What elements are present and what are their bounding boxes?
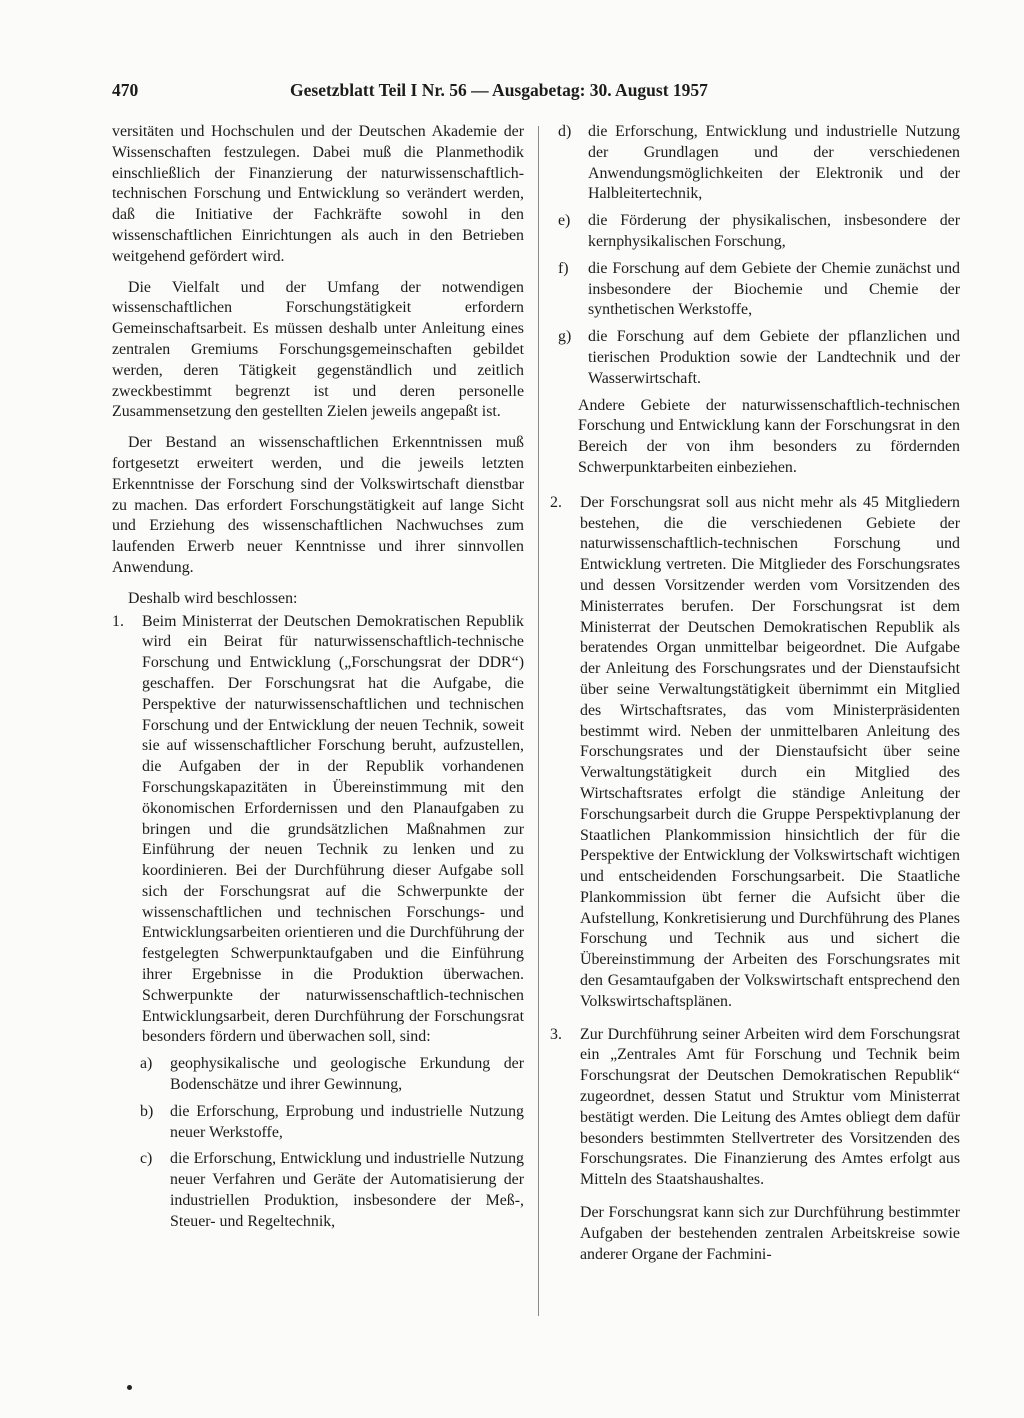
sub-item-b	[140, 1102, 524, 1144]
paragraph: Der Forschungsrat kann sich zur Durchführung bestimmter Aufgaben der bestehenden zentralen Arbeitskreise sowie anderer Organe der Fachmini-	[580, 1204, 960, 1263]
sub-item-text: die Erforschung, Entwicklung und industrielle Nutzung der Grundlagen und der verschiedenen Anwendungsmöglichkeiten der Elektronik und der Halbleitertechnik,	[588, 123, 960, 203]
sub-item-text: geophysikalische und geologische Erkundung der Bodenschätze und ihrer Gewinnung,	[170, 1055, 524, 1094]
paragraph: Deshalb wird beschlossen:	[128, 589, 298, 607]
sub-item-label: a)	[140, 1055, 153, 1073]
item-number: 1.	[112, 612, 124, 630]
sub-item-f	[558, 259, 960, 321]
item-text: Der Forschungsrat soll aus nicht mehr als 45 Mitgliedern bestehen, die die verschiedenen Gebiete der naturwissenschaftlich-technischen Forschung und Entwicklung vertreten. Die Mitglieder des Forschungsrates und dessen Vorsitzender werden vom Vorsitzenden des Ministerrates berufen. Der Forschungsrat ist dem Ministerrat der Deutschen Demokratischen Republik als beratendes Organ unmittelbar beigeordnet. Die Aufgabe der Anleitung des Forschungsrates und der Dienstaufsicht über seine Verwaltungstätigkeit übernimmt ein Mitglied des Wirtschaftsrates, das vom Ministerpräsidenten bestimmt wird. Neben der unmittelbaren Anleitung des Forschungsrates und der Dienstaufsicht über seine Verwaltungstätigkeit durch ein Mitglied des Wirtschaftsrates erfolgt die ständige Anleitung der Forschungsarbeit durch die Gruppe Perspektivplanung der Staatlichen Plankommission hinsichtlich der für die Perspektive der Entwicklung der Volkswirtschaft wichtigen und entscheidenden Forschungsarbeit. Die Staatliche Plankommission übt ferner die Aufsicht über die Aufstellung, Konkretisierung und Durchführung des Planes Forschung und Technik aus und sichert die Übereinstimmung der Arbeiten des Forschungsrates mit den Gesamtaufgaben der Volkswirtschaft entsprechend den Volkswirtschaftsplänen.	[580, 493, 960, 1010]
running-head: Gesetzblatt Teil I Nr. 56 — Ausgabetag: 30. August 1957	[290, 80, 708, 100]
sub-item-text: die Förderung der physikalischen, insbesondere der kernphysikalischen Forschung,	[588, 212, 960, 250]
paragraph: Die Vielfalt und der Umfang der notwendigen wissenschaftlichen Forschungstätigkeit erfordern Gemeinschaftsarbeit. Es müssen deshalb unter Anleitung eines zentralen Gremiums Forschungsgemeinschaften gebildet werden, deren Tätigkeit gegenständlich und zeitlich zweckbestimmt begrenzt ist und deren personelle Zusammensetzung den gestellten Zielen jeweils angepaßt ist.	[112, 278, 524, 421]
sub-item-g	[558, 327, 960, 389]
item-text: Beim Ministerrat der Deutschen Demokratischen Republik wird ein Beirat für naturwissenschaftlich-technische Forschung und Entwicklung („Forschungsrat der DDR“) geschaffen. Der Forschungsrat hat die Aufgabe, die Perspektive der naturwissenschaftlichen und technischen Forschung und der Entwicklung der neuen Technik, soweit sie auf wissenschaftlicher Forschung beruht, aufzustellen, die Aufgaben der in der Republik vorhandenen Forschungskapazitäten in Übereinstimmung mit den ökonomischen Erfordernissen und den Planaufgaben zu bringen und die grundsätzlichen Maßnahmen zur Einführung der neuen Technik zu lenken und zu koordinieren. Bei der Durchführung dieser Aufgabe soll sich der Forschungsrat auf die Schwerpunkte der wissenschaftlichen und technischen Forschungs- und Entwicklungsarbeiten orientieren und die Durchführung der festgelegten Schwerpunktaufgaben und die Einführung ihrer Ergebnisse in die Produktion überwachen. Schwerpunkte der naturwissenschaftlich-technischen Entwicklungsarbeit, deren Durchführung der Forschungsrat besonders fördern und überwachen soll, sind:	[142, 612, 524, 1046]
sub-item-d	[558, 122, 960, 205]
column-divider	[538, 126, 539, 1316]
sub-item-text: die Erforschung, Entwicklung und industrielle Nutzung neuer Verfahren und Geräte der Automatisierung der industriellen Produktion, insbesondere der Meß-, Steuer- und Regeltechnik,	[170, 1150, 524, 1230]
item-text: Zur Durchführung seiner Arbeiten wird dem Forschungsrat ein „Zentrales Amt für Forschung und Technik beim Forschungsrat der Deutschen Demokratischen Republik“ zugeordnet, dessen Statut und Struktur vom Ministerrat bestätigt werden. Die Leitung des Amtes obliegt dem dafür besonders bestimmten Stellvertreter des Vorsitzenden des Forschungsrates. Die Finanzierung des Amtes erfolgt aus Mitteln des Staatshaushaltes.	[580, 1025, 960, 1189]
sub-item-text: die Forschung auf dem Gebiete der pflanzlichen und tierischen Produktion sowie der Landtechnik und der Wasserwirtschaft.	[588, 328, 960, 387]
item-number: 3.	[550, 1025, 562, 1043]
paragraph: Der Bestand an wissenschaftlichen Erkenntnissen muß fortgesetzt erweitert werden, und die jeweils letzten Erkenntnisse der Forschung sind der Volkswirtschaft dienstbar zu machen. Das erfordert Forschungstätigkeit auf lange Sicht und Erziehung des wissenschaftlichen Nachwuchses zum laufenden Erwerb neuer Kenntnisse und ihrer sinnvollen Anwendung.	[112, 434, 524, 576]
sub-item-label: b)	[140, 1102, 154, 1120]
sub-item-label: d)	[558, 123, 572, 140]
sub-item-a	[140, 1054, 524, 1096]
paragraph: Andere Gebiete der naturwissenschaftlich-technischen Forschung und Entwicklung kann der Forschungsrat in den Bereich der von ihm besonders zu fördernden Schwerpunktarbeiten einbeziehen.	[578, 396, 960, 476]
right-column	[550, 122, 960, 1275]
sub-item-c	[140, 1149, 524, 1232]
sub-item-label: e)	[558, 212, 571, 230]
sub-item-e	[558, 211, 960, 253]
page-header	[112, 80, 962, 104]
numbered-item-1	[112, 612, 524, 1049]
page-number: 470	[112, 80, 139, 100]
sub-item-text: die Erforschung, Erprobung und industrielle Nutzung neuer Werkstoffe,	[170, 1102, 524, 1141]
sub-item-label: c)	[140, 1150, 153, 1168]
numbered-item-2	[550, 493, 960, 1013]
paragraph: versitäten und Hochschulen und der Deutschen Akademie der Wissenschaften festzulegen. Dabei muß die Planmethodik einschließlich der Finanzierung der naturwissenschaftlich-technischen Forschung und Entwicklung so verändert werden, daß die Initiative der Fachkräfte sowohl in den wissenschaftlichen Einrichtungen als auch in den Betrieben weitgehend gefördert wird.	[112, 123, 524, 265]
sub-item-label: f)	[558, 259, 569, 277]
item-number: 2.	[550, 493, 562, 511]
numbered-item-3	[550, 1025, 960, 1191]
sub-item-label: g)	[558, 328, 572, 346]
left-column	[112, 122, 524, 1239]
print-speck	[127, 1385, 132, 1390]
sub-item-text: die Forschung auf dem Gebiete der Chemie zunächst und insbesondere der Biochemie und Chemie der synthetischen Werkstoffe,	[588, 259, 960, 319]
